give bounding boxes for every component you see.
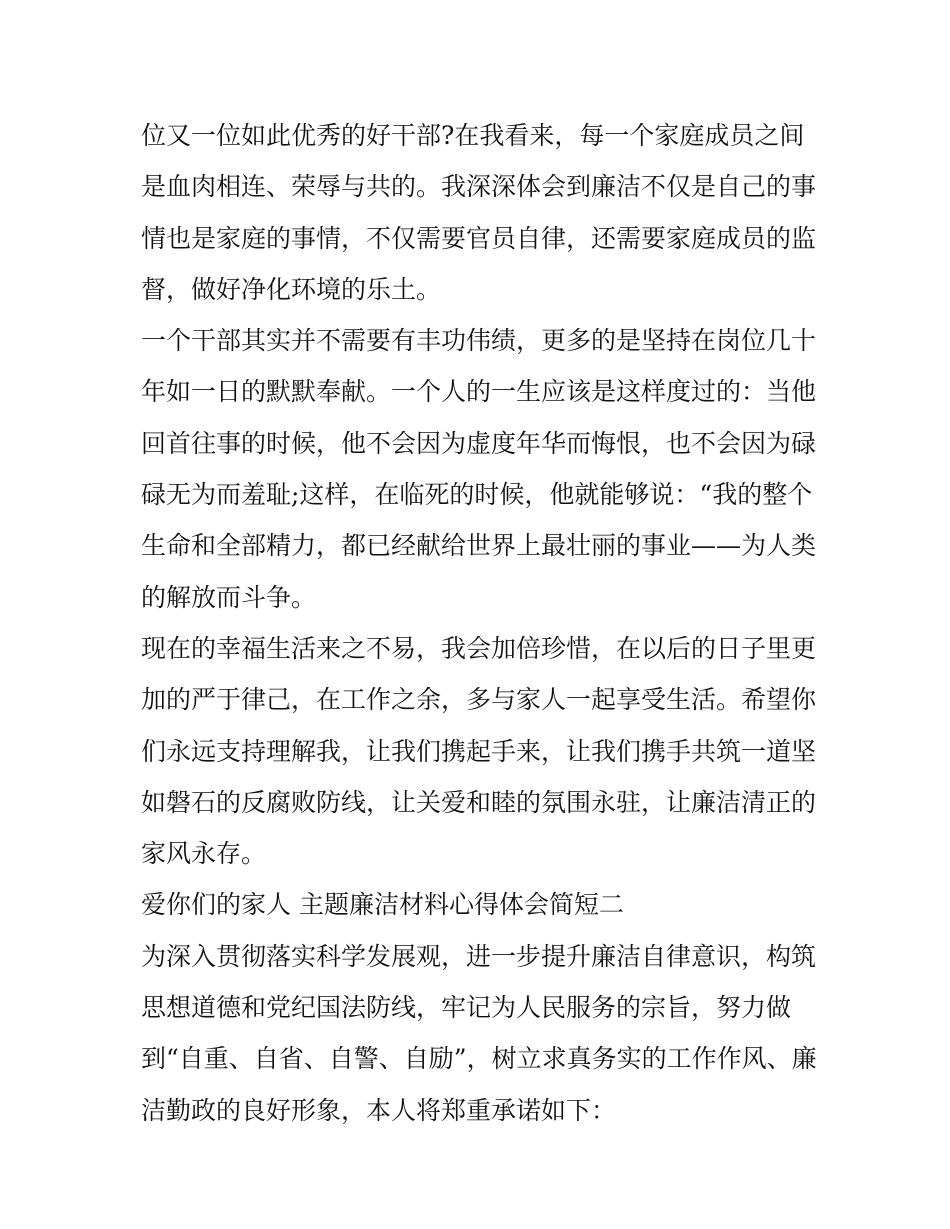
text-line: 为深入贯彻落实科学发展观，进一步提升廉洁自律意识，构筑 — [141, 941, 817, 971]
text-line: 如磐石的反腐败防线，让关爱和睦的氛围永驻，让廉洁清正的 — [141, 787, 817, 817]
text-line: 的解放而斗争。 — [141, 582, 317, 612]
text-line: 是血肉相连、荣辱与共的。我深深体会到廉洁不仅是自己的事 — [141, 172, 817, 202]
text-line: 现在的幸福生活来之不易，我会加倍珍惜，在以后的日子里更 — [141, 633, 817, 663]
text-line: 碌无为而羞耻;这样，在临死的时候，他就能够说：“我的整个 — [141, 480, 813, 510]
text-line: 思想道德和党纪国法防线，牢记为人民服务的宗旨，努力做 — [141, 993, 792, 1023]
text-line: 位又一位如此优秀的好干部?在我看来，每一个家庭成员之间 — [141, 121, 805, 150]
text-line: 情也是家庭的事情，不仅需要官员自律，还需要家庭成员的监 — [141, 223, 817, 253]
text-line: 家风永存。 — [141, 839, 267, 869]
text-line: 回首往事的时候，他不会因为虚度年华而悔恨，也不会因为碌 — [141, 428, 817, 458]
section-heading: 爱你们的家人 主题廉洁材料心得体会简短二 — [141, 890, 624, 920]
text-line: 洁勤政的良好形象，本人将郑重承诺如下： — [141, 1095, 617, 1125]
text-line: 年如一日的默默奉献。一个人的一生应该是这样度过的：当他 — [141, 377, 817, 407]
text-line: 加的严于律己，在工作之余，多与家人一起享受生活。希望你 — [141, 685, 817, 715]
text-line: 督，做好净化环境的乐土。 — [141, 274, 442, 304]
text-line: 生命和全部精力，都已经献给世界上最壮丽的事业——为人类 — [141, 531, 817, 561]
text-line: 到“自重、自省、自警、自励”，树立求真务实的工作作风、廉 — [141, 1044, 817, 1074]
document-body — [141, 110, 821, 1136]
text-line: 们永远支持理解我，让我们携起手来，让我们携手共筑一道坚 — [141, 736, 817, 766]
text-line: 一个干部其实并不需要有丰功伟绩，更多的是坚持在岗位几十 — [141, 326, 817, 356]
